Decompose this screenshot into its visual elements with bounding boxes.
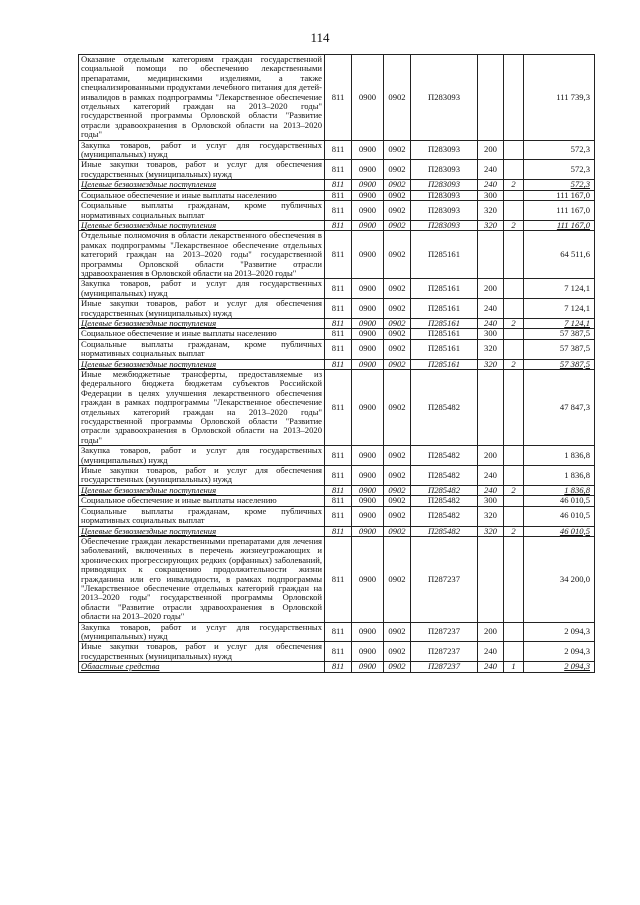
table-row (79, 299, 595, 319)
table-row (79, 446, 595, 466)
row-description: Закупка товаров, работ и услуг для государственных (муниципальных) нужд (79, 446, 325, 466)
funding-source-code (504, 506, 524, 526)
amount: 7 124,1 (524, 318, 595, 328)
table-row (79, 231, 595, 279)
target-article-code: П287237 (411, 536, 478, 622)
subsection-code: 0902 (384, 359, 411, 369)
amount: 572,3 (524, 180, 595, 190)
expense-type-code: 240 (478, 642, 504, 662)
expense-type-code: 320 (478, 526, 504, 536)
subsection-code: 0902 (384, 201, 411, 221)
table-row (79, 466, 595, 486)
amount: 46 010,5 (524, 526, 595, 536)
target-article-code: П285161 (411, 231, 478, 279)
funding-source-code: 1 (504, 662, 524, 672)
row-description: Закупка товаров, работ и услуг для государственных (муниципальных) нужд (79, 140, 325, 160)
table-row (79, 642, 595, 662)
amount: 1 836,8 (524, 485, 595, 495)
section-code: 0900 (352, 485, 384, 495)
section-code: 0900 (352, 299, 384, 319)
amount: 111 167,0 (524, 220, 595, 230)
amount: 46 010,5 (524, 506, 595, 526)
ministry-code: 811 (325, 140, 352, 160)
table-row (79, 201, 595, 221)
table-row (79, 180, 595, 190)
row-description: Иные закупки товаров, работ и услуг для обеспечения государственных (муниципальных) нужд (79, 642, 325, 662)
funding-source-code (504, 536, 524, 622)
ministry-code: 811 (325, 466, 352, 486)
section-code: 0900 (352, 446, 384, 466)
table-row (79, 160, 595, 180)
row-description: Обеспечение граждан лекарственными препаратами для лечения заболеваний, включенных в перечень жизнеугрожающих и хронических прогрессирующих редких (орфанных) заболеваний, приводящих к сокращению продолжительности жизни гражданина или его инвалидности, в рамках подпрограммы "Лекарственное обеспечение отдельных категорий граждан на 2013–2020 годы" государственной программы Орловской области "Развитие отрасли здравоохранения в Орловской области на 2013–2020 годы" (79, 536, 325, 622)
table-row (79, 318, 595, 328)
table-row (79, 140, 595, 160)
funding-source-code (504, 446, 524, 466)
expense-type-code: 240 (478, 180, 504, 190)
target-article-code: П285161 (411, 329, 478, 339)
expense-type-code: 300 (478, 329, 504, 339)
row-description: Закупка товаров, работ и услуг для государственных (муниципальных) нужд (79, 622, 325, 642)
amount: 111 167,0 (524, 190, 595, 200)
row-description: Социальное обеспечение и иные выплаты населению (79, 329, 325, 339)
subsection-code: 0902 (384, 446, 411, 466)
amount: 1 836,8 (524, 466, 595, 486)
funding-source-code (504, 279, 524, 299)
ministry-code: 811 (325, 339, 352, 359)
row-description: Отдельные полномочия в области лекарственного обеспечения в рамках подпрограммы "Лекарственное обеспечение отдельных категорий граждан на 2013–2020 годы" государственной программы Орловской области "Развитие отрасли здравоохранения в Орловской области на 2013–2020 годы" (79, 231, 325, 279)
ministry-code: 811 (325, 231, 352, 279)
table-row (79, 370, 595, 446)
row-description: Социальные выплаты гражданам, кроме публичных нормативных социальных выплат (79, 339, 325, 359)
ministry-code: 811 (325, 622, 352, 642)
target-article-code: П287237 (411, 622, 478, 642)
section-code: 0900 (352, 506, 384, 526)
amount: 57 387,5 (524, 339, 595, 359)
expense-type-code: 200 (478, 446, 504, 466)
funding-source-code (504, 329, 524, 339)
funding-source-code (504, 231, 524, 279)
section-code: 0900 (352, 370, 384, 446)
funding-source-code: 2 (504, 485, 524, 495)
subsection-code: 0902 (384, 279, 411, 299)
target-article-code: П285482 (411, 370, 478, 446)
amount: 47 847,3 (524, 370, 595, 446)
target-article-code: П285482 (411, 496, 478, 506)
ministry-code: 811 (325, 55, 352, 141)
amount: 2 094,3 (524, 662, 595, 672)
expense-type-code: 240 (478, 466, 504, 486)
amount: 572,3 (524, 140, 595, 160)
funding-source-code: 2 (504, 318, 524, 328)
ministry-code: 811 (325, 370, 352, 446)
amount: 57 387,5 (524, 359, 595, 369)
ministry-code: 811 (325, 536, 352, 622)
amount: 111 739,3 (524, 55, 595, 141)
ministry-code: 811 (325, 359, 352, 369)
funding-source-code (504, 55, 524, 141)
subsection-code: 0902 (384, 318, 411, 328)
row-description: Иные межбюджетные трансферты, предоставляемые из федерального бюджета бюджетам субъектов Российской Федерации в целях улучшения лекарственного обеспечения граждан в рамках подпрограммы "Лекарственное обеспечение отдельных категорий граждан на 2013–2020 годы" государственной программы Орловской области "Развитие отрасли здравоохранения в Орловской области на 2013–2020 годы" (79, 370, 325, 446)
ministry-code: 811 (325, 299, 352, 319)
row-description: Областные средства (79, 662, 325, 672)
row-description: Иные закупки товаров, работ и услуг для обеспечения государственных (муниципальных) нужд (79, 160, 325, 180)
table-row (79, 662, 595, 672)
funding-source-code (504, 140, 524, 160)
row-description: Целевые безвозмездные поступления (79, 220, 325, 230)
subsection-code: 0902 (384, 220, 411, 230)
table-row (79, 190, 595, 200)
ministry-code: 811 (325, 329, 352, 339)
expense-type-code: 300 (478, 190, 504, 200)
table-row (79, 220, 595, 230)
section-code: 0900 (352, 339, 384, 359)
amount: 7 124,1 (524, 279, 595, 299)
table-row (79, 339, 595, 359)
table-row (79, 329, 595, 339)
section-code: 0900 (352, 55, 384, 141)
subsection-code: 0902 (384, 180, 411, 190)
ministry-code: 811 (325, 642, 352, 662)
target-article-code: П283093 (411, 201, 478, 221)
amount: 572,3 (524, 160, 595, 180)
ministry-code: 811 (325, 279, 352, 299)
subsection-code: 0902 (384, 485, 411, 495)
row-description: Социальные выплаты гражданам, кроме публичных нормативных социальных выплат (79, 201, 325, 221)
subsection-code: 0902 (384, 622, 411, 642)
funding-source-code (504, 201, 524, 221)
target-article-code: П285482 (411, 526, 478, 536)
target-article-code: П285482 (411, 446, 478, 466)
section-code: 0900 (352, 496, 384, 506)
subsection-code: 0902 (384, 506, 411, 526)
funding-source-code (504, 299, 524, 319)
table-row (79, 526, 595, 536)
table-row (79, 496, 595, 506)
section-code: 0900 (352, 220, 384, 230)
row-description: Целевые безвозмездные поступления (79, 526, 325, 536)
ministry-code: 811 (325, 526, 352, 536)
row-description: Социальные выплаты гражданам, кроме публичных нормативных социальных выплат (79, 506, 325, 526)
ministry-code: 811 (325, 496, 352, 506)
expense-type-code: 240 (478, 662, 504, 672)
funding-source-code (504, 370, 524, 446)
subsection-code: 0902 (384, 160, 411, 180)
expense-type-code (478, 536, 504, 622)
target-article-code: П285161 (411, 359, 478, 369)
row-description: Социальное обеспечение и иные выплаты населению (79, 496, 325, 506)
target-article-code: П283093 (411, 55, 478, 141)
funding-source-code: 2 (504, 220, 524, 230)
target-article-code: П287237 (411, 662, 478, 672)
expense-type-code: 320 (478, 506, 504, 526)
target-article-code: П285482 (411, 506, 478, 526)
funding-source-code (504, 642, 524, 662)
section-code: 0900 (352, 622, 384, 642)
target-article-code: П283093 (411, 180, 478, 190)
table-row (79, 55, 595, 141)
subsection-code: 0902 (384, 466, 411, 486)
target-article-code: П283093 (411, 160, 478, 180)
amount: 111 167,0 (524, 201, 595, 221)
section-code: 0900 (352, 359, 384, 369)
section-code: 0900 (352, 318, 384, 328)
section-code: 0900 (352, 329, 384, 339)
section-code: 0900 (352, 140, 384, 160)
amount: 7 124,1 (524, 299, 595, 319)
section-code: 0900 (352, 466, 384, 486)
target-article-code: П285161 (411, 318, 478, 328)
expense-type-code: 240 (478, 299, 504, 319)
expense-type-code: 200 (478, 622, 504, 642)
expense-type-code: 320 (478, 339, 504, 359)
expense-type-code (478, 55, 504, 141)
expense-type-code: 320 (478, 220, 504, 230)
section-code: 0900 (352, 201, 384, 221)
table-row (79, 622, 595, 642)
ministry-code: 811 (325, 485, 352, 495)
table-row (79, 279, 595, 299)
amount: 2 094,3 (524, 622, 595, 642)
subsection-code: 0902 (384, 662, 411, 672)
funding-source-code: 2 (504, 180, 524, 190)
target-article-code: П283093 (411, 190, 478, 200)
target-article-code: П283093 (411, 220, 478, 230)
section-code: 0900 (352, 642, 384, 662)
funding-source-code (504, 466, 524, 486)
ministry-code: 811 (325, 318, 352, 328)
target-article-code: П285482 (411, 466, 478, 486)
amount: 57 387,5 (524, 329, 595, 339)
subsection-code: 0902 (384, 370, 411, 446)
section-code: 0900 (352, 190, 384, 200)
funding-source-code: 2 (504, 526, 524, 536)
funding-source-code (504, 496, 524, 506)
ministry-code: 811 (325, 446, 352, 466)
funding-source-code (504, 190, 524, 200)
subsection-code: 0902 (384, 140, 411, 160)
target-article-code: П287237 (411, 642, 478, 662)
funding-source-code (504, 339, 524, 359)
expense-type-code: 200 (478, 140, 504, 160)
funding-source-code: 2 (504, 359, 524, 369)
row-description: Целевые безвозмездные поступления (79, 359, 325, 369)
row-description: Иные закупки товаров, работ и услуг для обеспечения государственных (муниципальных) нужд (79, 299, 325, 319)
subsection-code: 0902 (384, 339, 411, 359)
target-article-code: П283093 (411, 140, 478, 160)
subsection-code: 0902 (384, 55, 411, 141)
expense-type-code: 200 (478, 279, 504, 299)
funding-source-code (504, 622, 524, 642)
section-code: 0900 (352, 160, 384, 180)
ministry-code: 811 (325, 160, 352, 180)
row-description: Социальное обеспечение и иные выплаты населению (79, 190, 325, 200)
funding-source-code (504, 160, 524, 180)
table-row (79, 506, 595, 526)
ministry-code: 811 (325, 662, 352, 672)
ministry-code: 811 (325, 220, 352, 230)
section-code: 0900 (352, 180, 384, 190)
section-code: 0900 (352, 279, 384, 299)
row-description: Целевые безвозмездные поступления (79, 180, 325, 190)
section-code: 0900 (352, 526, 384, 536)
target-article-code: П285161 (411, 279, 478, 299)
subsection-code: 0902 (384, 231, 411, 279)
expense-type-code: 320 (478, 201, 504, 221)
ministry-code: 811 (325, 506, 352, 526)
amount: 34 200,0 (524, 536, 595, 622)
expense-type-code: 300 (478, 496, 504, 506)
subsection-code: 0902 (384, 642, 411, 662)
section-code: 0900 (352, 536, 384, 622)
section-code: 0900 (352, 231, 384, 279)
amount: 46 010,5 (524, 496, 595, 506)
amount: 64 511,6 (524, 231, 595, 279)
ministry-code: 811 (325, 180, 352, 190)
ministry-code: 811 (325, 190, 352, 200)
page-number: 114 (310, 30, 330, 45)
table-row (79, 536, 595, 622)
amount: 1 836,8 (524, 446, 595, 466)
subsection-code: 0902 (384, 190, 411, 200)
row-description: Целевые безвозмездные поступления (79, 485, 325, 495)
section-code: 0900 (352, 662, 384, 672)
row-description: Закупка товаров, работ и услуг для государственных (муниципальных) нужд (79, 279, 325, 299)
expense-type-code: 240 (478, 318, 504, 328)
expense-type-code: 320 (478, 359, 504, 369)
expense-type-code: 240 (478, 485, 504, 495)
subsection-code: 0902 (384, 329, 411, 339)
target-article-code: П285161 (411, 299, 478, 319)
target-article-code: П285161 (411, 339, 478, 359)
budget-table (78, 54, 595, 673)
subsection-code: 0902 (384, 526, 411, 536)
subsection-code: 0902 (384, 299, 411, 319)
row-description: Целевые безвозмездные поступления (79, 318, 325, 328)
subsection-code: 0902 (384, 496, 411, 506)
target-article-code: П285482 (411, 485, 478, 495)
expense-type-code (478, 231, 504, 279)
row-description: Оказание отдельным категориям граждан государственной социальной помощи по обеспечению лекарственными препаратами, медицинскими изделиями, а также специализированными продуктами лечебного питания для детей-инвалидов в рамках подпрограммы "Лекарственное обеспечение отдельных категорий граждан на 2013–2020 годы" государственной программы Орловской области "Развитие отрасли здравоохранения в Орловской области на 2013–2020 годы" (79, 55, 325, 141)
expense-type-code: 240 (478, 160, 504, 180)
table-row (79, 359, 595, 369)
ministry-code: 811 (325, 201, 352, 221)
row-description: Иные закупки товаров, работ и услуг для обеспечения государственных (муниципальных) нужд (79, 466, 325, 486)
amount: 2 094,3 (524, 642, 595, 662)
subsection-code: 0902 (384, 536, 411, 622)
expense-type-code (478, 370, 504, 446)
table-row (79, 485, 595, 495)
